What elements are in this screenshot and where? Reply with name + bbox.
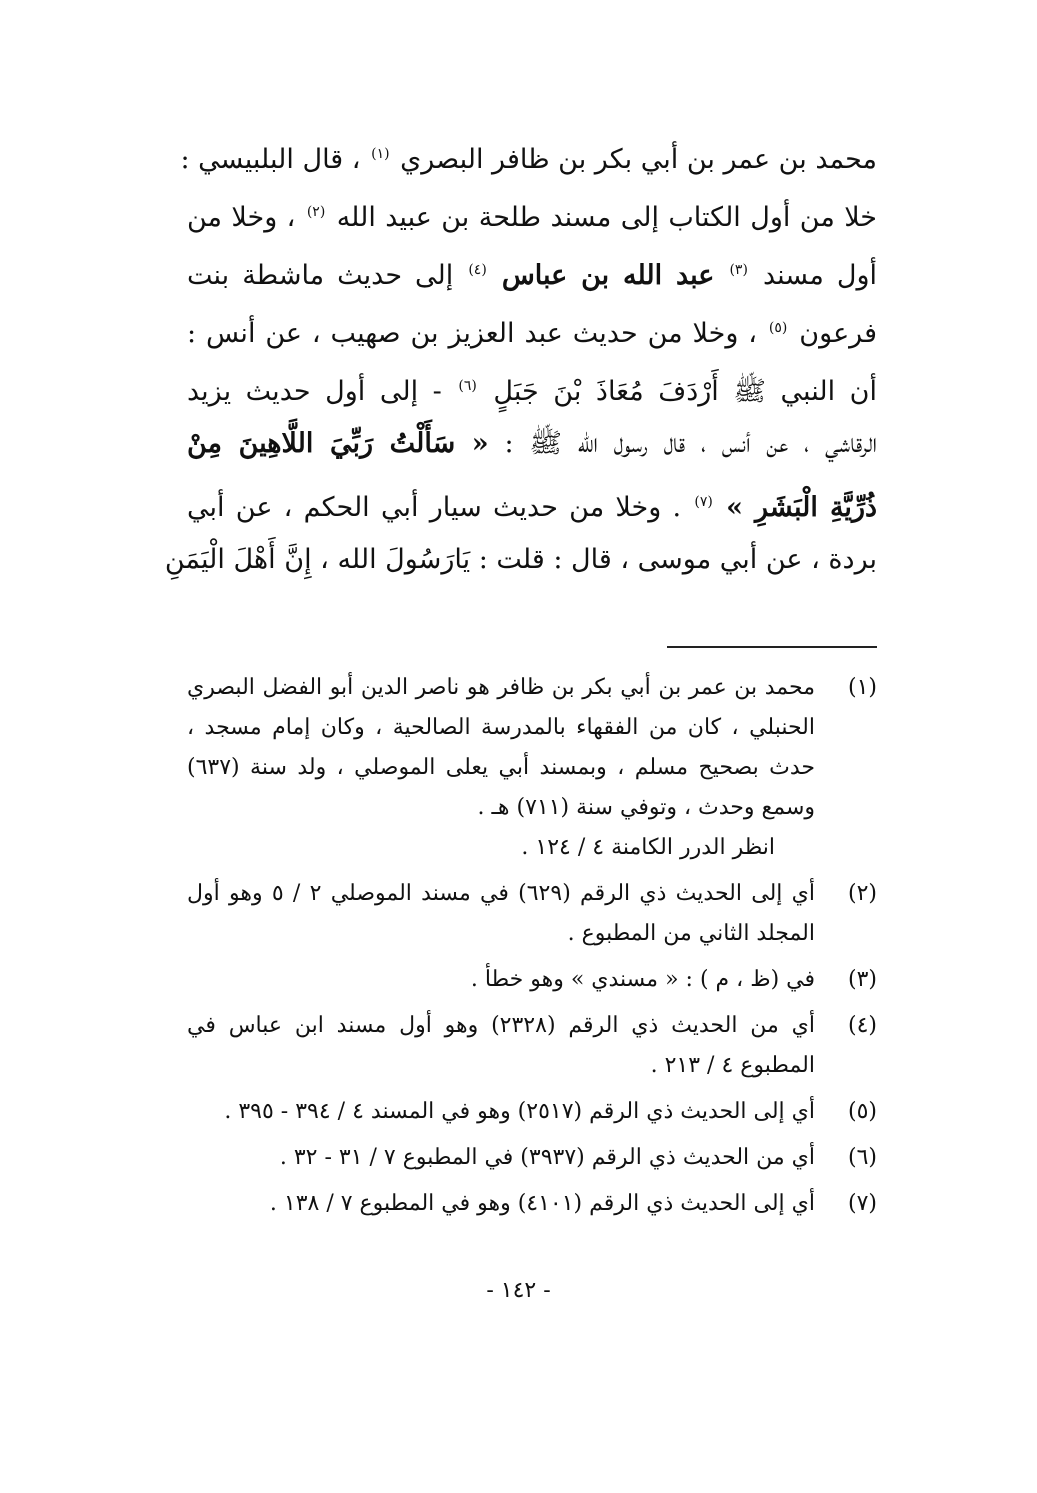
text-segment: الرقاشي ، عن أنس ، قال رسول الله ﷺ : <box>504 428 877 459</box>
footnotes-block <box>187 668 877 1230</box>
footnote-line: حدث بصحيح مسلم ، وبمسند أبي يعلى الموصلي ، ولد سنة (٦٣٧) <box>187 755 815 780</box>
footnote-ref-5: (٥) <box>768 320 788 336</box>
footnote-ref-2: (٢) <box>306 204 326 220</box>
main-text-line-4 <box>187 299 877 357</box>
footnote-number: (٢) <box>847 881 877 906</box>
footnote-ref-4: (٤) <box>468 262 487 278</box>
text-segment: خلا من أول الكتاب إلى مسند طلحة بن عبيد الله <box>336 202 878 233</box>
footnote-ref-6: (٦) <box>458 378 477 394</box>
footnote-2 <box>187 874 877 954</box>
footnote-line: المجلد الثاني من المطبوع . <box>567 921 815 946</box>
text-segment: بردة ، عن أبي موسى ، قال : قلت : يَارَسُولَ الله ، إِنَّ أَهْلَ الْيَمَنِ <box>164 544 877 575</box>
footnote-line: أي إلى الحديث ذي الرقم (٢٥١٧) وهو في المسند ٤ / ٣٩٤ - ٣٩٥ . <box>224 1099 815 1124</box>
footnote-3 <box>187 960 877 1000</box>
text-segment: - إلى أول حديث يزيد <box>187 376 442 407</box>
footnote-line: في (ظ ، م ) : « مسندي » وهو خطأ . <box>470 967 815 992</box>
text-segment: محمد بن عمر بن أبي بكر بن ظافر البصري <box>400 144 877 175</box>
footnote-line: الحنبلي ، كان من الفقهاء بالمدرسة الصالحية ، وكان إمام مسجد ، <box>187 715 815 740</box>
main-text-block <box>164 125 878 589</box>
footnote-number: (١) <box>847 675 877 700</box>
text-segment: . وخلا من حديث سيار أبي الحكم ، عن أبي <box>187 492 682 523</box>
footnote-reference: انظر الدرر الكامنة ٤ / ١٢٤ . <box>521 835 775 860</box>
footnote-line: أي من الحديث ذي الرقم (٣٩٣٧) في المطبوع ٧ / ٣١ - ٣٢ . <box>279 1145 815 1170</box>
footnote-4 <box>187 1006 877 1086</box>
footnote-number: (٣) <box>847 967 877 992</box>
text-segment: أن النبي ﷺ أَرْدَفَ مُعَاذَ بْنَ جَبَلٍ <box>493 376 877 407</box>
text-segment: عبد الله بن عباس <box>501 260 715 291</box>
footnote-line: وسمع وحدث ، وتوفي سنة (٧١١) هـ . <box>477 795 815 820</box>
main-text-line-2 <box>187 183 877 241</box>
footnote-6 <box>187 1138 877 1178</box>
main-text-line-8 <box>164 531 877 589</box>
footnote-line: أي إلى الحديث ذي الرقم (٤١٠١) وهو في المطبوع ٧ / ١٣٨ . <box>269 1191 815 1216</box>
footnote-line: محمد بن عمر بن أبي بكر بن ظافر هو ناصر الدين أبو الفضل البصري <box>187 675 815 700</box>
footnote-number: (٦) <box>847 1145 877 1170</box>
footnote-number: (٧) <box>847 1191 877 1216</box>
footnote-1 <box>187 668 877 868</box>
text-segment: ، قال البلبيسي : <box>180 144 361 175</box>
text-segment: إلى حديث ماشطة بنت <box>187 260 454 291</box>
footnote-5 <box>187 1092 877 1132</box>
page-number: - ١٤٢ - <box>486 1278 551 1303</box>
footnote-line: المطبوع ٤ / ٢١٣ . <box>650 1053 815 1078</box>
main-text-line-6 <box>187 415 877 473</box>
footnote-number: (٥) <box>847 1099 877 1124</box>
footnote-line: أي إلى الحديث ذي الرقم (٦٢٩) في مسند الموصلي ٢ / ٥ وهو أول <box>187 881 815 906</box>
footnote-ref-1: (١) <box>371 146 390 162</box>
footnote-7 <box>187 1184 877 1224</box>
hadith-quote: « سَأَلْتُ رَبِّيَ اللَّاهِينَ مِنْ <box>187 428 489 459</box>
footnote-ref-7: (٧) <box>694 494 713 510</box>
text-segment: ، وخلا من حديث عبد العزيز بن صهيب ، عن أنس : <box>187 318 757 349</box>
text-segment: ، وخلا من <box>187 202 296 233</box>
main-text-line-5 <box>187 357 877 415</box>
footnote-number: (٤) <box>847 1013 877 1038</box>
footnote-divider <box>667 646 877 648</box>
footnote-line: أي من الحديث ذي الرقم (٢٣٢٨) وهو أول مسند ابن عباس في <box>187 1013 815 1038</box>
hadith-quote: ذُرِّيَّةِ الْبَشَرِ » <box>726 492 878 523</box>
text-segment: فرعون <box>799 318 877 349</box>
main-text-line-1 <box>180 125 877 183</box>
main-text-line-7 <box>187 473 877 531</box>
footnote-ref-3: (٣) <box>729 262 748 278</box>
text-segment: أول مسند <box>762 260 877 291</box>
main-text-line-3 <box>187 241 877 299</box>
